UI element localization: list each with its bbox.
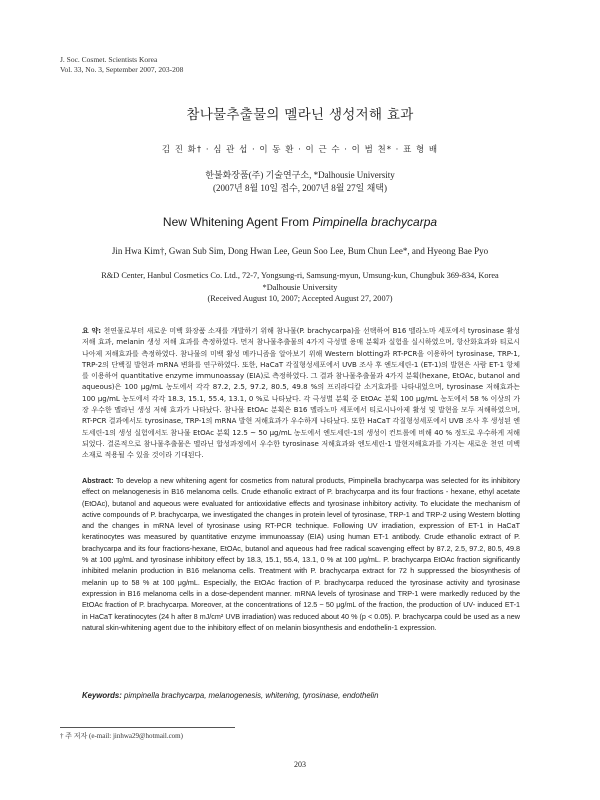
abstract-korean-label: 요 약: — [82, 327, 102, 335]
keywords-label: Keywords: — [82, 691, 122, 700]
abstract-english — [82, 475, 520, 633]
keywords — [82, 691, 520, 700]
affiliation-korean-line: 한불화장품(주) 기술연구소, *Dalhousie University — [205, 170, 395, 180]
affiliation-english — [0, 270, 600, 305]
title-english-species: Pimpinella brachycarpa — [312, 215, 438, 229]
dates-korean: (2007년 8월 10일 접수, 2007년 8월 27일 채택) — [213, 183, 387, 193]
title-korean: 참나물추출물의 멜라닌 생성저해 효과 — [186, 107, 414, 123]
keywords-text: pimpinella brachycarpa, melanogenesis, whitening, tyrosinase, endothelin — [124, 691, 379, 700]
page-number: 203 — [294, 760, 306, 769]
journal-volume: Vol. 33, No. 3, September 2007, 203-208 — [60, 65, 184, 74]
abstract-korean-text: 천연물로부터 새로운 미백 화장품 소재를 개발하기 위해 참나물(P. brachycarpa)을 선택하여 B16 멜라노마 세포에서 tyrosinase 활성 저해 효과, melanin 생성 저해 효과를 측정하였다. 먼저 참나물추출물의 4가지 극성별 용매 분획과 실험을 실시하였으며, 항산화효과와 티로시나아제 저해효과를 측정하였다. 참나물의 미백 활성 메카니즘을 알아보기 위해 Western blotting과 RT-PCR을 이용하여 tyrosinase, TRP-1, TRP-2의 단백질 발현과 mRNA 변화를 연구하였다. 또한, HaCaT 각질형성세포에서 UVB 조사 후 엔도세린-1 (ET-1)의 발현은 사람 ET-1 항체를 이용하여 quantitative enzyme immunoassay (EIA)로 측정하였다. 그 결과 참나물추출물과 4가지 분획(hexane, EtOAc, butanol and aqueous)은 100 μg/mL 농도에서 각각 87.2, 2.5, 97.2, 80.5, 49.8 %의 프리라디칼 소거효과를 나타내었으며, tyrosinase 저해효과는 100 μg/mL 농도에서 각각 18.3, 15.1, 55.4, 13.1, 0 %로 나타났다. 각 극성별 분획 중 EtOAc 분획 100 μg/mL 농도에서 58 % 이상의 가장 우수한 멜라닌 생성 저해 효과가 나타났다. 참나물 EtOAc 분획은 B16 멜라노마 세포에서 티로시나아제 활성 및 발현을 모두 저해하였으며, RT-PCR 결과에서도 tyrosinase, TRP-1의 mRNA 발현 저해효과가 우수하게 나타났다. 또한 HaCaT 각질형성세포에서 UVB 조사 후 생성된 엔도세린-1의 생성 실험에서도 참나물 EtOAc 분획 12.5 ~ 50 μg/mL 농도에서 엔도세린-1의 생성이 컨트롤에 비해 40 % 정도로 우수하게 저해되었다. 결론적으로 참나물추출물은 멜라닌 합성과정에서 우수한 tyrosinase 저해효과와 엔도세린-1 발현저해효과를 가지는 새로운 천연 미백 소재로 적용될 수 있을 것이라 기대된다. — [82, 327, 520, 460]
abstract-english-text: To develop a new whitening agent for cosmetics from natural products, Pimpinella brachycarpa was selected for its inhibitory effect on melanogenesis in B16 melanoma cells. Crude ethanolic extract of P. brachycarpa and its four fractions - hexane, ethyl acetate (EtOAc), butanol and aqueous were evaluated for antioxidative effects and tyrosinase inhibitory activity. To elucidate the mechanism of active compounds of P. brachycarpa, we investigated the changes in protein level of tyrosinase, TRP-1 and TRP-2 using Western blotting and the changes in mRNA level of tyrosinase using RT-PCR technique. Following UV irradiation, expression of ET-1 in HaCaT keratinocytes was measured by quantitative enzyme immunoassay (EIA) using human ET-1 antibody. Crude ethanolic extract of P. brachycarpa and its four fractions-hexane, EtOAc, butanol and aqueous had free radical scavenging effect by 87.2, 2.5, 97.2, 80.5, 49.8 % at 100 μg/mL and tyrosinase inhibitory effect by 18.3, 15.1, 55.4, 13.1, 0 % at 100 μg/mL. P. brachycarpa EtOAc fraction significantly inhibited melanin production in B16 melanoma cells. Treatment with P. brachycarpa extract for 72 h suppressed the biosynthesis of melanin up to 58 % at 100 μg/mL. Especially, the EtOAc fraction of P. brachycarpa reduced the tyrosinase activity and tyrosinase expression in B16 melanoma cells in a dose-dependent manner. mRNA levels of tyrosinase and TRP-1 were markedly reduced by the EtOAc fraction of P. brachycarpa. Moreover, at the concentrations of 12.5 ~ 50 μg/mL of the fraction, the production of UV- induced ET-1 in HaCaT keratinocytes (24 h after 8 mJ/cm² UVB irradiation) was reduced about 40 % (p < 0.05). P. brachycarpa could be used as a new natural skin-whitening agent due to the inhibitory effect of on melanin biosynthesis and endothelin-1 expression. — [82, 476, 521, 632]
affiliation-korean — [0, 169, 600, 195]
title-english — [0, 215, 600, 229]
abstract-korean — [82, 326, 520, 462]
abstract-english-label: Abstract: — [82, 476, 114, 485]
footnote-author-email: † 주 저자 (e-mail: jinhwa29@hotmail.com) — [60, 732, 183, 740]
journal-info — [60, 55, 183, 75]
authors-korean: 김 진 화† · 심 관 섭 · 이 동 환 · 이 근 수 · 이 범 천* · 표 형 배 — [161, 145, 439, 155]
authors-english: Jin Hwa Kim†, Gwan Sub Sim, Dong Hwan Lee, Geun Soo Lee, Bum Chun Lee*, and Hyeong Bae Pyo — [111, 246, 489, 256]
dates-english: (Received August 10, 2007; Accepted August 27, 2007) — [207, 294, 393, 303]
title-english-prefix: New Whitening Agent From — [162, 215, 313, 229]
affiliation-english-university: *Dalhousie University — [262, 282, 338, 292]
affiliation-english-line: R&D Center, Hanbul Cosmetics Co. Ltd., 72-7, Yongsung-ri, Samsung-myun, Umsung-kun, Chungbuk 369-834, Korea — [101, 271, 499, 280]
journal-name: J. Soc. Cosmet. Scientists Korea — [60, 55, 158, 64]
footnote-divider — [60, 727, 235, 728]
